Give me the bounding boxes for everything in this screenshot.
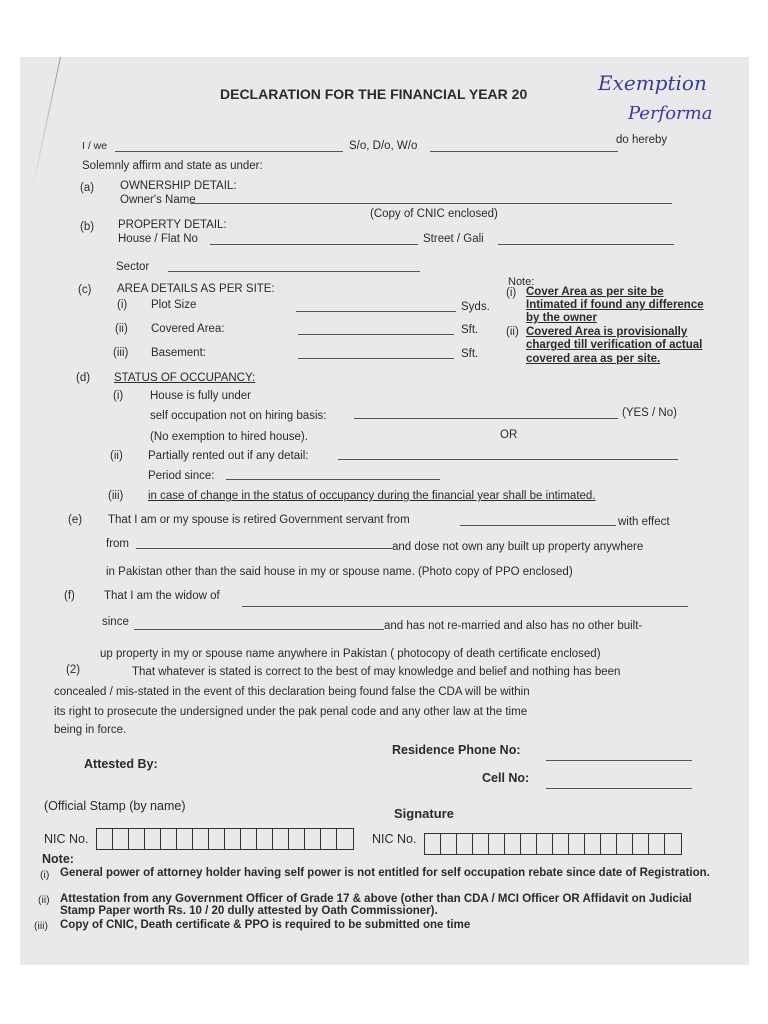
nic-left-label: NIC No. (44, 832, 89, 846)
property-heading: PROPERTY DETAIL: (118, 219, 227, 231)
bottom-note-2-line-2: Stamp Paper worth Rs. 10 / 20 dully attested by Oath Commissioner). (60, 905, 438, 917)
section-b-marker: (b) (80, 221, 95, 233)
section-e-marker: (e) (68, 514, 83, 526)
covered-area-label: Covered Area: (151, 323, 225, 335)
area-note-2-line-2: charged till verification of actual (526, 339, 703, 351)
self-occupation-line[interactable] (354, 418, 618, 419)
area-note-2-marker: (ii) (506, 326, 519, 338)
para-2-line-2: concealed / mis-stated in the event of this declaration being found false the CDA will be within (54, 686, 530, 698)
official-stamp-label: (Official Stamp (by name) (44, 799, 186, 813)
bottom-note-3-marker: (iii) (34, 920, 48, 932)
i-we-line[interactable] (115, 151, 343, 152)
relation-line[interactable] (430, 151, 618, 152)
cell-no-label: Cell No: (482, 771, 530, 785)
bottom-note-1: General power of attorney holder having self power is not entitled for self occupation rebate since date of Registration. (60, 867, 710, 879)
occupancy-heading: STATUS OF OCCUPANCY: (114, 372, 256, 384)
section-f-marker: (f) (64, 590, 75, 602)
or-text: OR (500, 429, 518, 441)
form-sheet (20, 57, 749, 965)
from-label: from (106, 538, 129, 550)
c-iii-marker: (iii) (113, 347, 129, 359)
section-d-marker: (d) (76, 372, 91, 384)
area-note-1-line-2: Intimated if found any difference (526, 299, 704, 311)
sft-unit-2: Sft. (461, 348, 479, 360)
widow-text: That I am the widow of (104, 590, 220, 602)
bottom-note-2-marker: (ii) (38, 894, 50, 906)
sector-label: Sector (116, 261, 150, 273)
retired-from-line[interactable] (460, 525, 616, 526)
owner-name-line[interactable] (190, 203, 672, 204)
basement-label: Basement: (151, 347, 206, 359)
nic-right-label: NIC No. (372, 832, 417, 846)
d-ii-marker: (ii) (110, 450, 123, 462)
ppo-text: in Pakistan other than the said house in my or spouse name. (Photo copy of PPO enclosed) (106, 566, 573, 578)
c-i-marker: (i) (117, 299, 128, 311)
area-note-1-marker: (i) (506, 287, 517, 299)
house-no-label: House / Flat No (118, 233, 198, 245)
yes-no-option: (YES / No) (622, 407, 677, 419)
residence-phone-line[interactable] (546, 760, 692, 761)
bottom-note-label: Note: (42, 852, 74, 866)
sft-unit-1: Sft. (461, 324, 479, 336)
cell-no-line[interactable] (546, 788, 692, 789)
since-label: since (102, 616, 129, 628)
section-c-marker: (c) (78, 284, 92, 296)
since-line[interactable] (134, 629, 384, 630)
handwritten-performa: Performa (628, 103, 713, 124)
syds-unit: Syds. (461, 301, 490, 313)
sector-line[interactable] (168, 271, 420, 272)
area-note-1-line-3: by the owner (526, 312, 597, 324)
area-note-1-line-1: Cover Area as per site be (526, 286, 664, 298)
owner-name-label: Owner's Name (120, 194, 196, 206)
cnic-enclosed-text: (Copy of CNIC enclosed) (370, 208, 498, 220)
plot-size-label: Plot Size (151, 299, 197, 311)
para-2-marker: (2) (66, 664, 81, 676)
d-i-marker: (i) (113, 390, 124, 402)
bottom-note-1-marker: (i) (40, 869, 50, 881)
signature-label: Signature (394, 806, 454, 821)
partially-rented-text: Partially rented out if any detail: (148, 450, 309, 462)
widow-of-line[interactable] (242, 606, 688, 607)
period-since-line[interactable] (226, 479, 440, 480)
area-note-2-line-3: covered area as per site. (526, 353, 661, 365)
period-since-label: Period since: (148, 470, 215, 482)
area-note-label: Note: (508, 276, 535, 288)
basement-line[interactable] (298, 358, 454, 359)
so-do-wo-label: S/o, D/o, W/o (349, 140, 418, 152)
street-label: Street / Gali (423, 233, 484, 245)
death-certificate-text: up property in my or spouse name anywhere in Pakistan ( photocopy of death certificate enclosed) (100, 648, 601, 660)
bottom-note-2-line-1: Attestation from any Government Officer of Grade 17 & above (other than CDA / MCI Officer OR Affidavit on Judicial (60, 893, 692, 905)
do-hereby-label: do hereby (616, 134, 668, 146)
fold-crease (31, 57, 61, 194)
bottom-note-3: Copy of CNIC, Death certificate & PPO is required to be submitted one time (60, 919, 471, 931)
area-details-heading: AREA DETAILS AS PER SITE: (117, 283, 275, 295)
status-change-text: in case of change in the status of occupancy during the financial year shall be intimated. (148, 490, 596, 502)
para-2-line-1: That whatever is stated is correct to the best of may knowledge and belief and nothing has been (132, 666, 621, 678)
nic-left-input[interactable] (96, 828, 354, 850)
c-ii-marker: (ii) (115, 323, 128, 335)
i-we-label: I / we (82, 140, 108, 152)
rented-detail-line[interactable] (338, 459, 678, 460)
covered-area-line[interactable] (298, 334, 454, 335)
nic-right-input[interactable] (424, 833, 682, 855)
para-2-line-4: being in force. (54, 724, 127, 736)
section-a-marker: (a) (80, 182, 95, 194)
handwritten-exemption: Exemption (598, 71, 707, 95)
para-2-line-3: its right to prosecute the undersigned under the pak penal code and any other law at the time (54, 706, 528, 718)
not-remarried-text: and has not re-married and also has no other built- (384, 620, 643, 632)
no-property-text: and dose not own any built up property anywhere (392, 541, 644, 553)
retired-servant-text: That I am or my spouse is retired Government servant from (108, 514, 410, 526)
ownership-heading: OWNERSHIP DETAIL: (120, 180, 237, 192)
house-no-line[interactable] (210, 244, 418, 245)
attested-by-label: Attested By: (84, 757, 158, 771)
no-exemption-text: (No exemption to hired house). (150, 431, 308, 443)
street-line[interactable] (498, 244, 674, 245)
fully-under-text: House is fully under (150, 390, 251, 402)
area-note-2-line-1: Covered Area is provisionally (526, 326, 688, 338)
affirm-text: Solemnly affirm and state as under: (82, 160, 263, 172)
residence-phone-label: Residence Phone No: (392, 743, 521, 757)
d-iii-marker: (iii) (108, 490, 124, 502)
form-title: DECLARATION FOR THE FINANCIAL YEAR 20 (220, 86, 528, 102)
effect-from-line[interactable] (136, 548, 392, 549)
self-occupation-text: self occupation not on hiring basis: (150, 410, 327, 422)
plot-size-line[interactable] (296, 311, 456, 312)
with-effect-text: with effect (618, 516, 670, 528)
